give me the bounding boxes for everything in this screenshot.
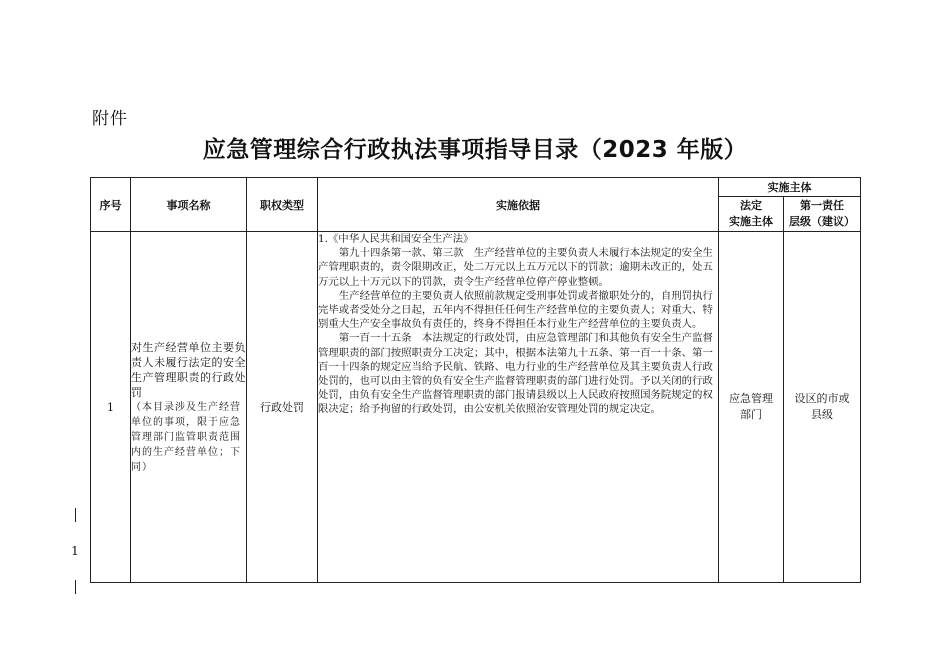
row-responsibility-level-text: 设区的市或县级 [794,392,850,421]
basis-paragraph: 生产经营单位的主要负责人依照前款规定受刑事处罚或者撤职处分的，自刑罚执行完毕或者受处分之日起，五年内不得担任任何生产经营单位的主要负责人；对重大、特别重大生产安全事故负有责任的，终身不得担任本行业生产经营单位的主要负责人。 [318,289,713,331]
header-statutory-line1: 法定 [740,199,762,212]
header-item-name: 事项名称 [131,178,247,232]
header-seq: 序号 [91,178,131,232]
basis-paragraph: 第一百一十五条 本法规定的行政处罚，由应急管理部门和其他负有安全生产监督管理职责的部门按照职责分工决定；其中，根据本法第九十五条、第一百一十条、第一百一十四条的规定应当给予民航、铁路、电力行业的生产经营单位及其主要负责人行政处罚的，也可以由主管的负有安全生产监督管理职责的部门进行处罚。予以关闭的行政处罚，由负有安全生产监督管理职责的部门报请县级以上人民政府按照国务院规定的权限决定；给予拘留的行政处罚，由公安机关依照治安管理处罚的规定决定。 [318,332,713,416]
header-row-1 [91,178,861,197]
header-statutory-subject [719,197,784,232]
row-basis [318,232,719,583]
attachment-label: 附件 [92,109,128,129]
page-dash-bottom [75,580,76,594]
header-level-line1: 第一责任 [800,199,844,212]
row-statutory-subject-text: 应急管理部门 [729,392,773,421]
page-number-mark [70,508,80,594]
header-statutory-line2: 实施主体 [729,215,773,228]
row-item-name-note: （本目录涉及生产经营单位的事项，限于应急管理部门监管职责范围内的生产经营单位；下同） [131,401,241,473]
guidance-catalog-table [90,177,861,583]
row-item-name [131,232,247,583]
row-responsibility-level [784,232,861,583]
header-authority-type: 职权类型 [247,178,318,232]
basis-paragraph: 第九十四条第一款、第三款 生产经营单位的主要负责人未履行本法规定的安全生产管理职责的，责令限期改正，处二万元以上五万元以下的罚款；逾期未改正的，处五万元以上十万元以下的罚款，责令生产经营单位停产停业整顿。 [318,247,713,288]
header-implementing-subject: 实施主体 [719,178,861,197]
basis-law-title: 1.《中华人民共和国安全生产法》 [318,233,474,245]
header-level-line2: 层级（建议） [789,215,855,228]
row-seq: 1 [91,232,131,583]
page-title: 应急管理综合行政执法事项指导目录（2023 年版） [202,137,748,163]
row-statutory-subject [719,232,784,583]
header-responsibility-level [784,197,861,232]
row-item-name-text: 对生产经营单位主要负责人未履行法定的安全生产管理职责的行政处罚 [131,340,246,399]
header-basis: 实施依据 [318,178,719,232]
row-authority-type: 行政处罚 [247,232,318,583]
page-number: 1 [71,544,79,558]
table-row [91,232,861,583]
page-dash-top [75,508,76,522]
